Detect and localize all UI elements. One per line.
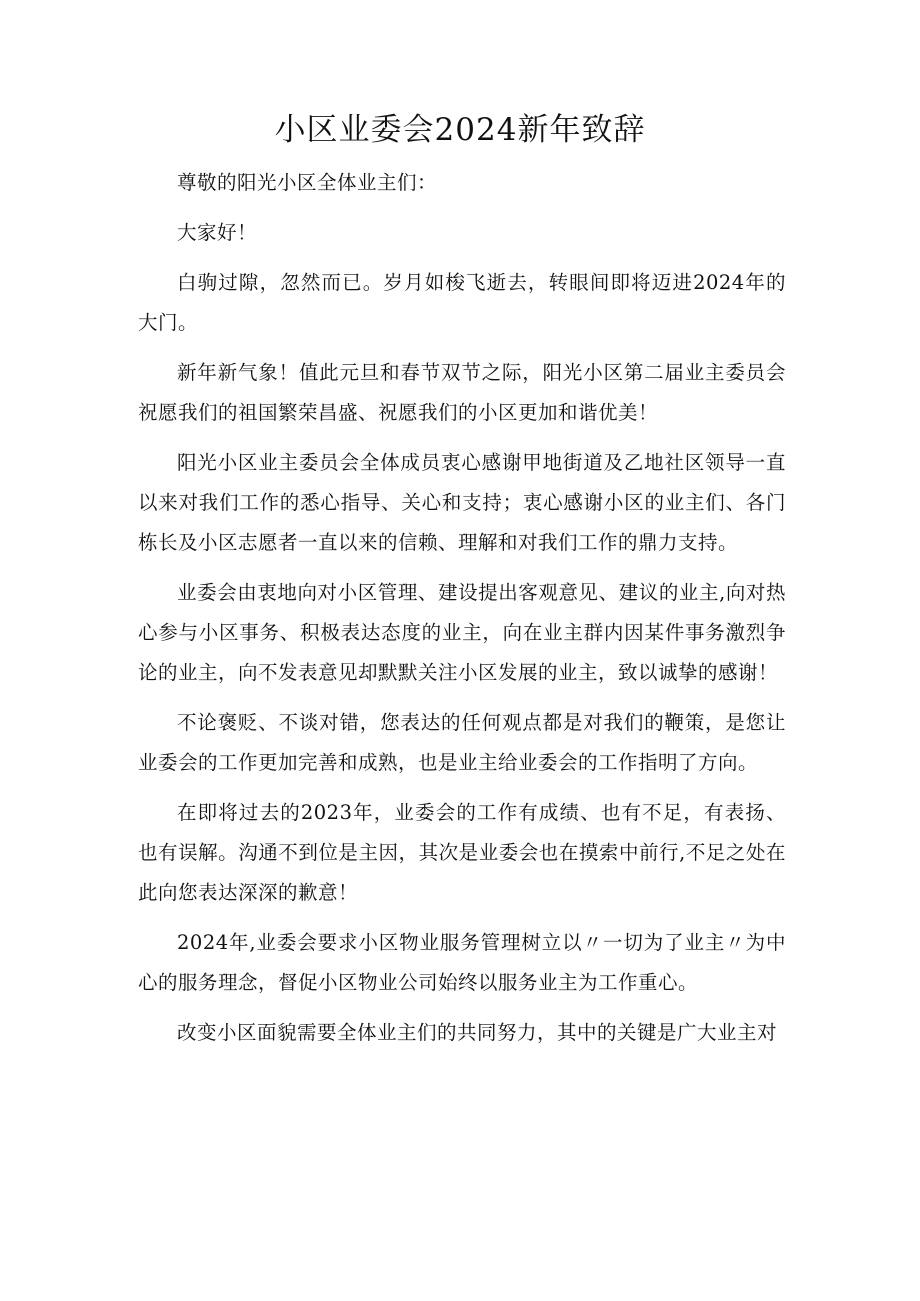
greeting: 大家好！ [177,221,258,244]
paragraph: 不论褒贬、不谈对错，您表达的任何观点都是对我们的鞭策，是您让业委会的工作更加完善和成熟，也是业主给业委会的工作指明了方向。 [138,711,786,774]
paragraph: 改变小区面貌需要全体业主们的共同努力，其中的关键是广大业主对 [177,1021,778,1044]
salutation: 尊敬的阳光小区全体业主们： [177,171,438,194]
paragraph: 阳光小区业主委员会全体成员衷心感谢甲地街道及乙地社区领导一直以来对我们工作的悉心指导、关心和支持；衷心感谢小区的业主们、各门栋长及小区志愿者一直以来的信赖、理解和对我们工作的鼎力支持。 [138,451,786,554]
paragraph: 业委会由衷地向对小区管理、建设提出客观意见、建议的业主,向对热心参与小区事务、积极表达态度的业主，向在业主群内因某件事务激烈争论的业主，向不发表意见却默默关注小区发展的业主，致以诚挚的感谢！ [138,581,786,684]
paragraph: 在即将过去的2023年，业委会的工作有成绩、也有不足，有表扬、也有误解。沟通不到位是主因，其次是业委会也在摸索中前行,不足之处在此向您表达深深的歉意！ [138,801,786,904]
document-title: 小区业委会2024新年致辞 [274,112,646,148]
document-body [138,163,786,1063]
paragraph: 2024年,业委会要求小区物业服务管理树立以〃一切为了业主〃为中心的服务理念，督促小区物业公司始终以服务业主为工作重心。 [138,931,786,994]
paragraph: 白驹过隙，忽然而已。岁月如梭飞逝去，转眼间即将迈进2024年的大门。 [138,271,786,334]
paragraph: 新年新气象！值此元旦和春节双节之际，阳光小区第二届业主委员会祝愿我们的祖国繁荣昌盛、祝愿我们的小区更加和谐优美！ [138,361,786,424]
